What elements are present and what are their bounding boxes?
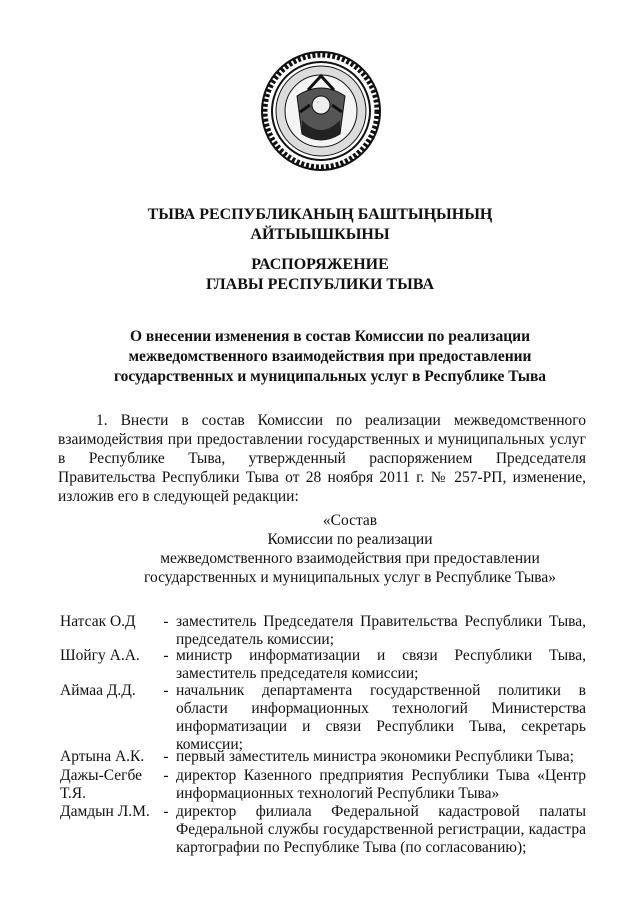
member-name: Дажы-Сегбе Т.Я. (60, 767, 143, 802)
tuvan-title-line2: АЙТЫЫШКЫНЫ (250, 226, 390, 243)
composition-line3: межведомственного взаимодействия при предоставлении (160, 550, 540, 567)
member-name: Аймаа Д.Д. (60, 682, 136, 699)
member-desc: первый заместитель министра экономики Республики Тыва; (176, 748, 574, 765)
member-dash: - (163, 682, 169, 699)
member-desc: директор Казенного предприятия Республики Тыва «Центр информационных технологий Республики Тыва» (176, 767, 586, 802)
member-dash: - (163, 767, 169, 784)
tuvan-title-line1: ТЫВА РЕСПУБЛИКАНЫҢ БАШТЫҢЫНЫҢ (147, 206, 493, 223)
state-emblem-icon (260, 50, 382, 172)
member-desc: министр информатизации и связи Республики Тыва, заместитель председателя комиссии; (176, 647, 586, 682)
paragraph-1: 1. Внести в состав Комиссии по реализации межведомственного взаимодействия при предоставлении государственных и муниципальных услуг в Республике Тыва, утвержденный распоряжением Председателя Правительства Республики Тыва от 28 ноября 2011 г. № 257-РП, изменение, изложив его в следующей редакции: (58, 412, 586, 505)
member-name: Шойгу А.А. (60, 647, 140, 664)
member-dash: - (163, 613, 169, 630)
member-name: Дамдын Л.М. (60, 803, 150, 820)
subject-line2: межведомственного взаимодействия при предоставлении (128, 348, 532, 365)
subject-line3: государственных и муниципальных услуг в Республике Тыва (113, 368, 547, 385)
member-desc: заместитель Председателя Правительства Республики Тыва, председатель комиссии; (176, 613, 586, 648)
composition-line1: «Состав (322, 512, 378, 529)
subject-line1: О внесении изменения в состав Комиссии по реализации (129, 328, 531, 345)
member-name: Натсак О.Д (60, 613, 136, 630)
member-desc: начальник департамента государственной политики в области информационных технологий Министерства информатизации и связи Республики Тыва, секретарь комиссии; (176, 682, 586, 753)
member-dash: - (163, 748, 169, 765)
composition-line2: Комиссии по реализации (267, 531, 433, 548)
member-dash: - (163, 803, 169, 820)
member-dash: - (163, 647, 169, 664)
composition-line4: государственных и муниципальных услуг в Республике Тыва» (143, 569, 557, 586)
member-name: Артына А.К. (60, 748, 145, 765)
member-desc: директор филиала Федеральной кадастровой палаты Федеральной службы государственной регистрации, кадастра картографии по Республике Тыва (по согласованию); (176, 803, 586, 856)
issuer: ГЛАВЫ РЕСПУБЛИКИ ТЫВА (205, 276, 434, 293)
document-type: РАСПОРЯЖЕНИЕ (251, 256, 389, 273)
